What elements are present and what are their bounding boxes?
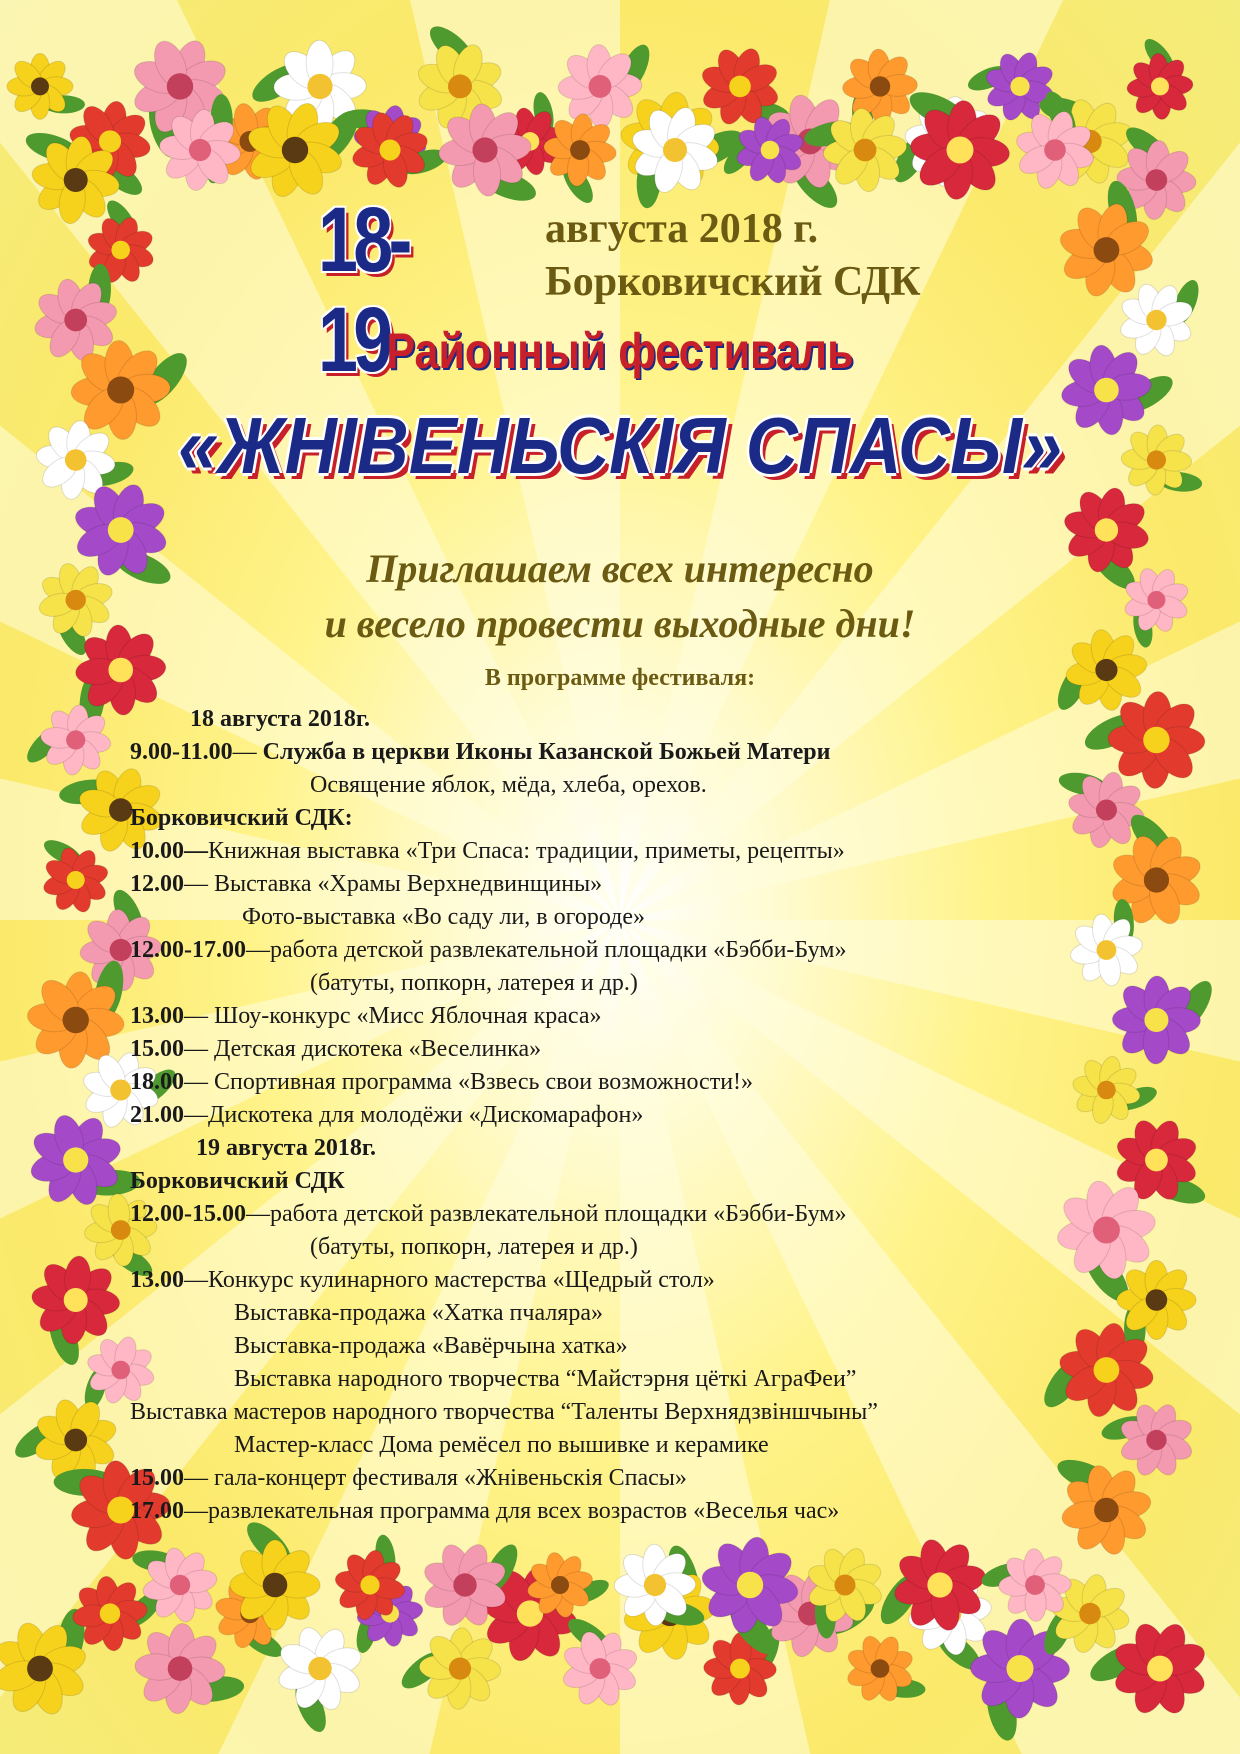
schedule-time: 12.00-17.00 [130, 937, 246, 963]
schedule-time: 12.00-15.00 [130, 1201, 246, 1227]
schedule-text: Спортивная программа «Взвесь свои возможности!» [214, 1069, 754, 1095]
schedule-time: 17.00 [130, 1498, 184, 1524]
festival-label: Районный фестиваль [386, 323, 854, 379]
day-one-date: 18 августа 2018г. [190, 706, 371, 732]
venue: Борковичский СДК [545, 259, 921, 305]
schedule-dash: — [184, 1069, 214, 1095]
schedule-item [130, 1033, 541, 1065]
schedule-dash: — [232, 739, 263, 765]
schedule-item [130, 1000, 602, 1032]
schedule-time: 12.00 [130, 871, 184, 897]
schedule-dash: — [184, 1003, 214, 1029]
venue-subheading: Борковичский СДК [130, 1168, 345, 1194]
schedule-time: 13.00 [130, 1003, 184, 1029]
schedule-text: гала-концерт фестиваля «Жнівеньскія Спасы» [214, 1465, 687, 1491]
schedule-item: (батуты, попкорн, латерея и др.) [310, 1234, 638, 1260]
schedule-item: Выставка народного творчества “Майстэрня цёткі АграФеи” [234, 1366, 857, 1392]
schedule-item [130, 1264, 715, 1296]
schedule-dash: — [184, 1267, 208, 1293]
schedule-text: Дискотека для молодёжи «Дискомарафон» [208, 1102, 644, 1128]
schedule-dash: — [184, 1036, 214, 1062]
schedule-dash: — [246, 937, 270, 963]
schedule-item: Выставка-продажа «Хатка пчаляра» [234, 1300, 603, 1326]
schedule-dash: — [246, 1201, 270, 1227]
festival-name: «ЖНІВЕНЬСКІЯ СПАСЫ» [177, 401, 1063, 490]
schedule-time: 15.00 [130, 1036, 184, 1062]
schedule-text: работа детской развлекательной площадки «Бэбби-Бум» [270, 937, 847, 963]
schedule-item: Выставка мастеров народного творчества “Таленты Верхнядзвіншчыны” [130, 1399, 878, 1425]
schedule-text: Служба в церкви Иконы Казанской Божьей Матери [262, 739, 831, 765]
schedule-dash: — [184, 1498, 208, 1524]
schedule-dash: — [184, 871, 214, 897]
schedule-item [130, 1495, 839, 1527]
schedule-text: работа детской развлекательной площадки «Бэбби-Бум» [270, 1201, 847, 1227]
schedule-time: 13.00 [130, 1267, 184, 1293]
schedule-item: Выставка-продажа «Вавёрчына хатка» [234, 1333, 628, 1359]
schedule-dash: — [184, 1102, 208, 1128]
schedule-text: развлекательная программа для всех возрастов «Веселья час» [208, 1498, 840, 1524]
schedule-time: 9.00-11.00 [130, 739, 233, 765]
invite-line-2: и весело провести выходные дни! [324, 601, 916, 646]
festival-dates: 18-19 [318, 189, 408, 391]
schedule-item [130, 1198, 846, 1230]
schedule-item [130, 736, 830, 768]
program-heading: В программе фестиваля: [484, 665, 756, 691]
schedule-text: Шоу-конкурс «Мисс Яблочная краса» [214, 1003, 602, 1029]
schedule-text: Выставка «Храмы Верхнедвинщины» [214, 871, 603, 897]
schedule-text: Книжная выставка «Три Спаса: традиции, приметы, рецепты» [208, 838, 845, 864]
schedule-item [130, 1462, 687, 1494]
schedule-time: 18.00 [130, 1069, 184, 1095]
schedule-text: Детская дискотека «Веселинка» [214, 1036, 542, 1062]
schedule-dash: — [184, 838, 208, 864]
schedule-time: 10.00 [130, 838, 184, 864]
schedule-item: Мастер-класс Дома ремёсел по вышивке и керамике [234, 1432, 769, 1458]
schedule-item: Освящение яблок, мёда, хлеба, орехов. [310, 772, 707, 798]
schedule-time: 21.00 [130, 1102, 184, 1128]
schedule-time: 15.00 [130, 1465, 184, 1491]
schedule-item: (батуты, попкорн, латерея и др.) [310, 970, 638, 996]
schedule-item [130, 868, 602, 900]
venue-subheading: Борковичский СДК: [130, 805, 353, 831]
schedule-item [130, 934, 846, 966]
day-two-date: 19 августа 2018г. [196, 1135, 377, 1161]
schedule-item [130, 1066, 753, 1098]
invite-line-1: Приглашаем всех интересно [366, 546, 874, 591]
schedule-item [130, 835, 845, 867]
month-year: августа 2018 г. [545, 206, 819, 252]
schedule-item: Фото-выставка «Во саду ли, в огороде» [242, 904, 646, 930]
schedule-text: Конкурс кулинарного мастерства «Щедрый стол» [208, 1267, 715, 1293]
schedule-item [130, 1099, 643, 1131]
schedule-dash: — [184, 1465, 214, 1491]
